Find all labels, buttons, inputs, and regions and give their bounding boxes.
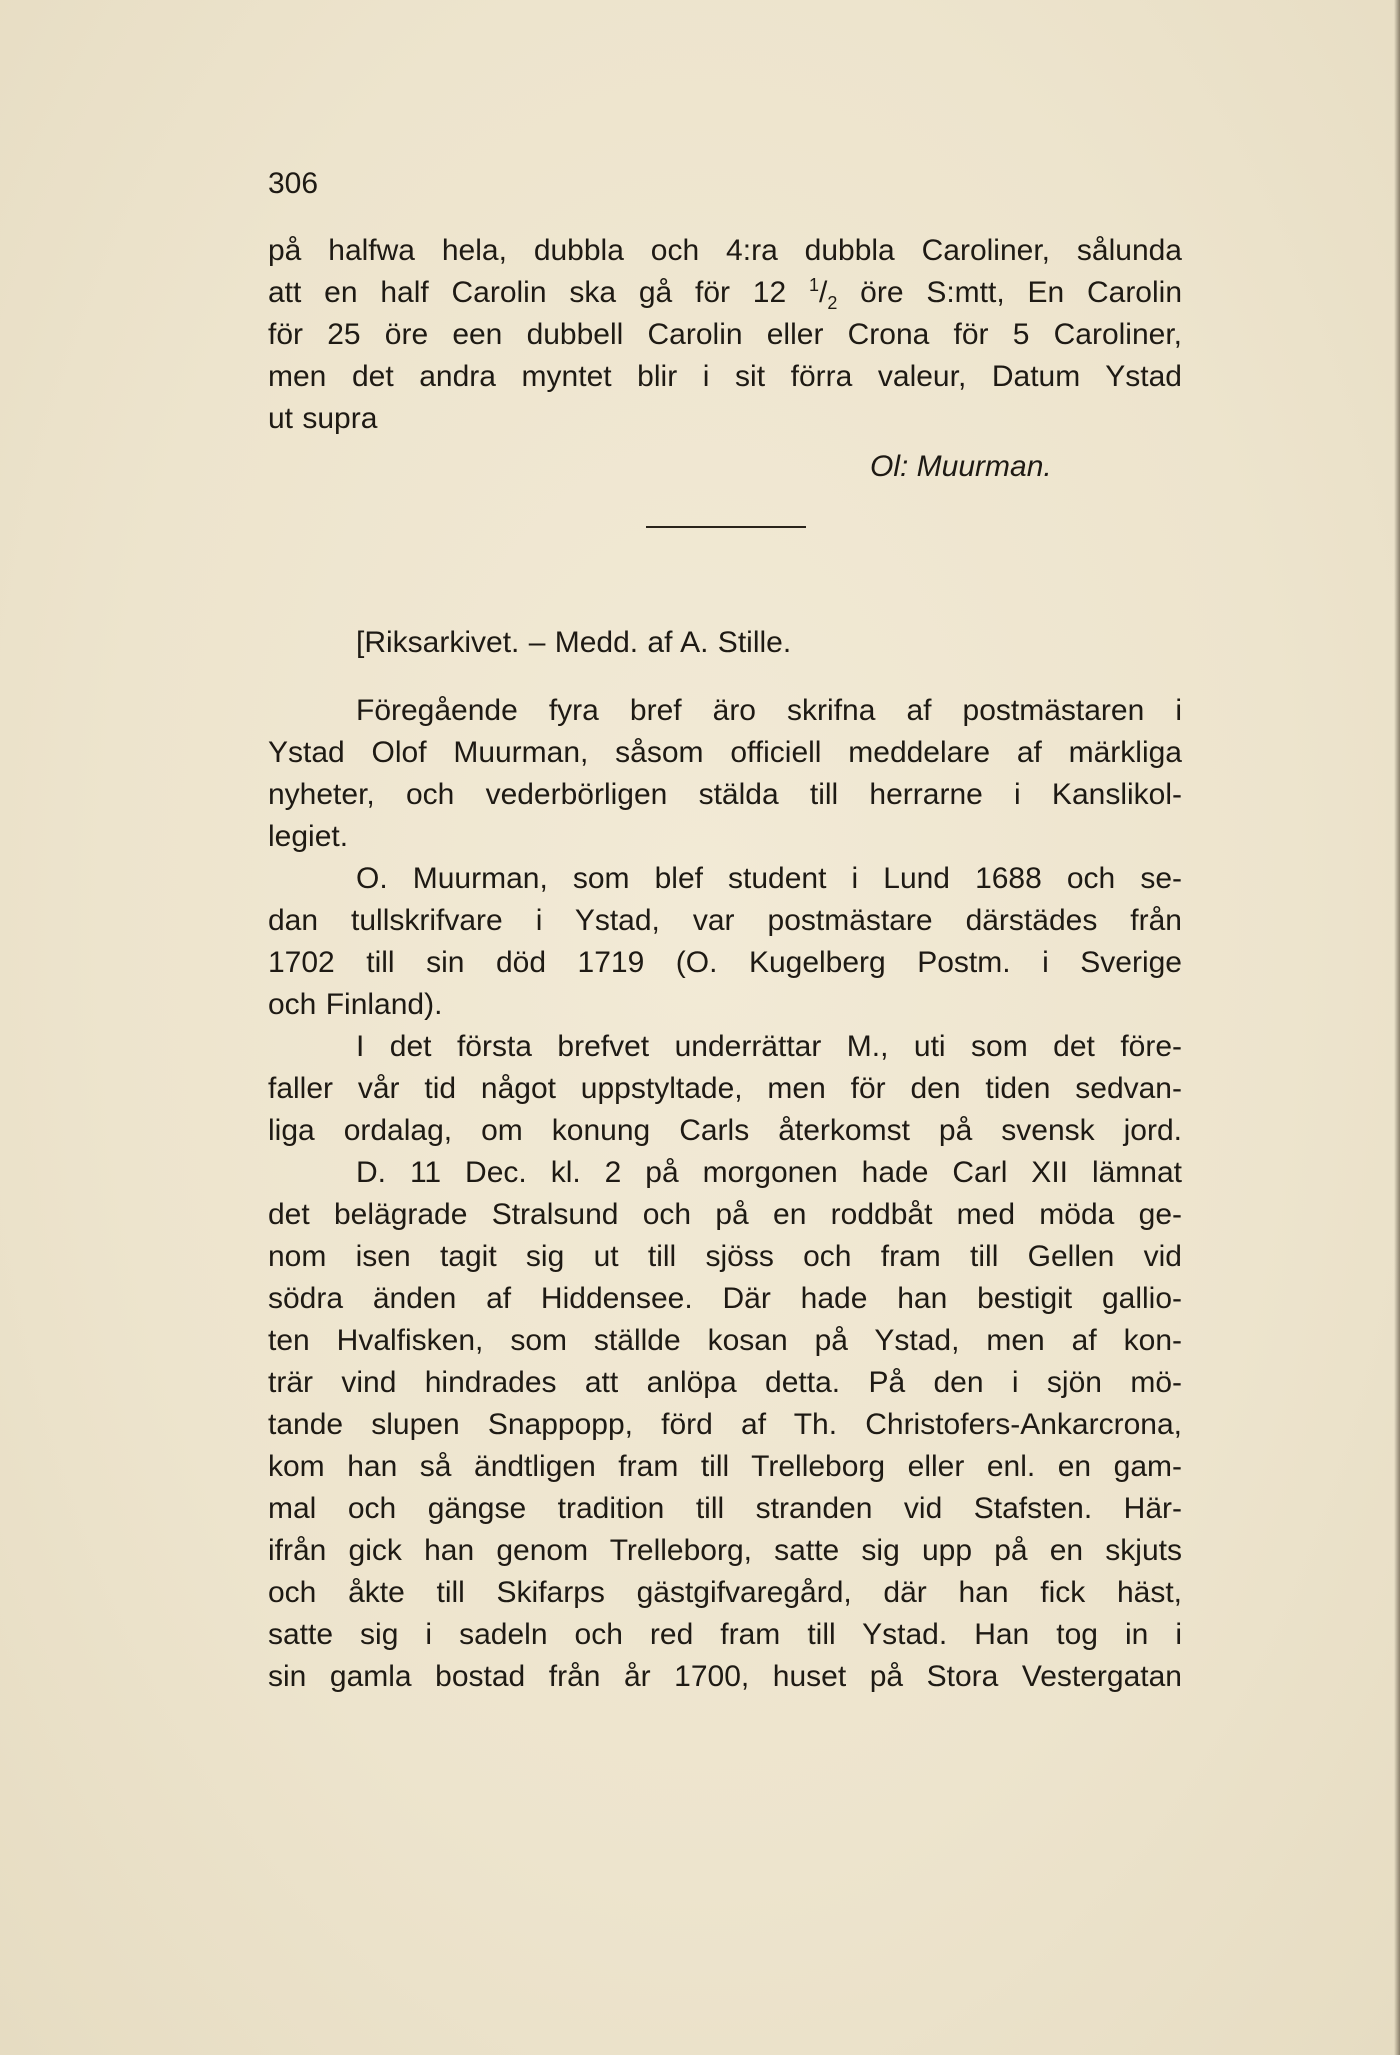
- section-divider: [646, 526, 806, 528]
- letter-line: för 25 öre een dubbell Carolin eller Crona för 5 Caroliner,: [268, 318, 1182, 351]
- commentary-line: satte sig i sadeln och red fram till Ystad. Han tog in i: [268, 1618, 1182, 1651]
- line-gap: [837, 276, 860, 309]
- letter-line: men det andra myntet blir i sit förra valeur, Datum Ystad: [268, 360, 1182, 393]
- page-number: 306: [268, 167, 319, 200]
- fraction-numerator: 1: [808, 275, 819, 295]
- commentary-line: dan tullskrifvare i Ystad, var postmästare därstädes från: [268, 904, 1182, 937]
- commentary-line: Föregående fyra bref äro skrifna af postmästaren i: [356, 694, 1182, 727]
- commentary-line: kom han så ändtligen fram till Trelleborg eller enl. en gam-: [268, 1450, 1182, 1483]
- commentary-line: Ystad Olof Muurman, såsom officiell meddelare af märkliga: [268, 736, 1182, 769]
- letter-signature: Ol: Muurman.: [870, 450, 1052, 483]
- commentary-line: södra änden af Hiddensee. Där hade han bestigit gallio-: [268, 1282, 1182, 1315]
- letter-line-start: att en half Carolin ska gå för 12: [268, 276, 787, 309]
- letter-line: på halfwa hela, dubbla och 4:ra dubbla Caroliner, sålunda: [268, 234, 1182, 267]
- commentary-line: sin gamla bostad från år 1700, huset på Stora Vestergatan: [268, 1660, 1182, 1693]
- commentary-line: nom isen tagit sig ut till sjöss och fram till Gellen vid: [268, 1240, 1182, 1273]
- commentary-line: ifrån gick han genom Trelleborg, satte sig upp på en skjuts: [268, 1534, 1182, 1567]
- commentary-line: trär vind hindrades att anlöpa detta. På den i sjön mö-: [268, 1366, 1182, 1399]
- commentary-line: legiet.: [268, 820, 349, 853]
- commentary-line: O. Muurman, som blef student i Lund 1688 och se-: [356, 862, 1182, 895]
- source-note: [Riksarkivet. – Medd. af A. Stille.: [356, 626, 792, 659]
- page-edge-shadow: [1394, 0, 1400, 2055]
- commentary-line: nyheter, och vederbörligen stälda till herrarne i Kanslikol-: [268, 778, 1182, 811]
- fraction-space: [786, 276, 809, 309]
- commentary-line: mal och gängse tradition till stranden vid Stafsten. Här-: [268, 1492, 1182, 1525]
- commentary-line: I det första brefvet underrättar M., uti som det före-: [356, 1030, 1182, 1063]
- fraction-slash: /: [819, 276, 828, 309]
- commentary-line: och åkte till Skifarps gästgifvaregård, där han fick häst,: [268, 1576, 1182, 1609]
- commentary-line: liga ordalag, om konung Carls återkomst på svensk jord.: [268, 1114, 1182, 1147]
- commentary-line: det belägrade Stralsund och på en roddbåt med möda ge-: [268, 1198, 1182, 1231]
- fraction-denominator: 2: [827, 293, 838, 313]
- letter-line-end: öre S:mtt, En Carolin: [860, 276, 1183, 309]
- commentary-line: tande slupen Snappopp, förd af Th. Christofers-Ankarcrona,: [268, 1408, 1182, 1441]
- commentary-line: D. 11 Dec. kl. 2 på morgonen hade Carl XII lämnat: [356, 1156, 1182, 1189]
- letter-line: [268, 272, 1182, 314]
- commentary-line: faller vår tid något uppstyltade, men för den tiden sedvan-: [268, 1072, 1182, 1105]
- letter-line: ut supra: [268, 402, 378, 435]
- commentary-line: ten Hvalfisken, som ställde kosan på Ystad, men af kon-: [268, 1324, 1182, 1357]
- commentary-line: 1702 till sin död 1719 (O. Kugelberg Postm. i Sverige: [268, 946, 1182, 979]
- commentary-line: och Finland).: [268, 988, 443, 1021]
